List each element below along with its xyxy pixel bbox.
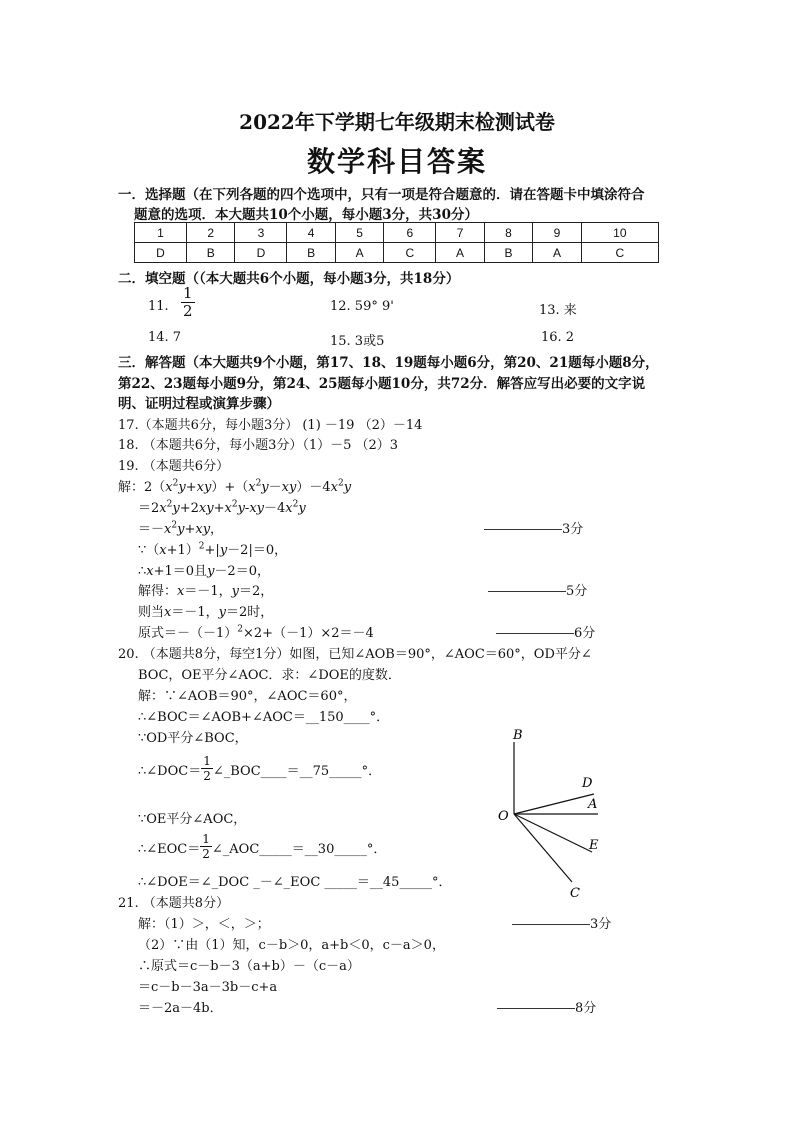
table-cell: D xyxy=(235,243,287,263)
label-d: D xyxy=(582,776,593,791)
half-denominator: 2 xyxy=(202,847,210,861)
label-o: O xyxy=(498,809,509,824)
q11-fraction xyxy=(181,286,195,319)
q20-heading-line1: 20. （本题共8分，每空1分）如图，已知∠AOB＝90°，∠AOC＝60°，OD平分∠ xyxy=(118,647,592,662)
q21-line5: ＝－2a－4b． xyxy=(138,1001,223,1016)
q19-score-3: ――――――3分 xyxy=(484,522,584,537)
label-b: B xyxy=(513,728,523,743)
q11-number: 11. xyxy=(148,299,169,314)
q20-heading-line2: BOC，OE平分∠AOC．求：∠DOE的度数． xyxy=(138,668,401,683)
table-cell: 9 xyxy=(533,223,581,243)
q19-line5: ∴x+1＝0且y－2＝0， xyxy=(138,564,270,579)
q21-line3: ∴原式＝c－b－3（a+b）－（c－a） xyxy=(138,959,360,974)
q19-heading: 19. （本题共6分） xyxy=(118,459,230,474)
table-cell: A xyxy=(533,243,581,263)
ray-oe xyxy=(514,814,592,852)
q12-answer: 12. 59° 9' xyxy=(330,299,394,314)
q21-score-8: ――――――8分 xyxy=(497,1001,597,1016)
label-e: E xyxy=(589,838,599,853)
q16-answer: 16. 2 xyxy=(541,330,575,345)
section3-heading-line1: 三．解答题（本大题共9个小题，第17、18、19题每小题6分，第20、21题每小题8分， xyxy=(118,355,659,371)
q20-line2: ∴∠BOC＝∠AOB+∠AOC＝__150____°． xyxy=(138,710,390,725)
q20-line7: ∴∠DOE＝∠_DOC _－∠_EOC _____＝__45_____°． xyxy=(138,875,452,890)
half-numerator: 1 xyxy=(202,832,210,846)
section2-heading: 二．填空题（（本大题共6个小题，每小题3分，共18分） xyxy=(118,271,460,287)
section1-heading-line2: 题意的选项．本大题共10个小题，每小题3分，共30分） xyxy=(134,207,478,223)
half-numerator: 1 xyxy=(203,754,211,768)
answer-table-number-row xyxy=(135,223,659,243)
q20-line3: ∵OD平分∠BOC， xyxy=(138,731,248,746)
document-title: 2022年下学期七年级期末检测试卷 xyxy=(239,110,555,134)
q19-score-5: ――――――5分 xyxy=(488,584,588,599)
table-cell: 7 xyxy=(436,223,484,243)
angle-figure xyxy=(490,722,620,907)
table-cell: B xyxy=(287,243,335,263)
table-cell: C xyxy=(384,243,436,263)
q19-line3: $=-x^2y+xy$， xyxy=(138,520,224,537)
answer-table xyxy=(134,222,659,263)
q19-line2: $=2x^2y+2xy+x^2y-xy-4x^2y$ xyxy=(138,499,306,516)
q19-score-6: ――――――6分 xyxy=(496,626,596,641)
half-denominator: 2 xyxy=(203,769,211,783)
table-cell: A xyxy=(436,243,484,263)
q19-line1: 解：$2(x^2y+xy)+(x^2y-xy)-4x^2y$ xyxy=(118,478,352,495)
ray-oc xyxy=(514,814,572,882)
q17-answer: 17.（本题共6分，每小题3分） (1) －19 （2）－14 xyxy=(118,418,423,433)
table-cell: 2 xyxy=(186,223,234,243)
table-cell: B xyxy=(186,243,234,263)
q20-line6-suffix: ∠_AOC_____＝__30_____°． xyxy=(211,842,387,857)
section1-heading-line1: 一．选择题（在下列各题的四个选项中，只有一项是符合题意的．请在答题卡中填涂符合 xyxy=(118,187,645,203)
q20-line4-suffix: ∠_BOC____＝__75_____°． xyxy=(212,764,382,779)
q20-line5: ∵OE平分∠AOC， xyxy=(138,812,247,827)
table-cell: 1 xyxy=(135,223,187,243)
q20-line1: 解：∵∠AOB＝90°，∠AOC＝60°， xyxy=(138,689,357,704)
table-cell: A xyxy=(335,243,383,263)
label-c: C xyxy=(570,886,580,901)
q20-line4 xyxy=(138,754,382,783)
q21-heading: 21. （本题共8分） xyxy=(118,896,230,911)
table-cell: D xyxy=(135,243,187,263)
q20-line4-prefix: ∴∠DOC＝ xyxy=(138,764,202,779)
table-cell: 4 xyxy=(287,223,335,243)
q20-line6-prefix: ∴∠EOC＝ xyxy=(138,842,201,857)
section3-heading-line3: 明、证明过程或演算步骤） xyxy=(118,396,280,412)
document-subtitle: 数学科目答案 xyxy=(306,145,487,178)
table-cell: B xyxy=(484,243,532,263)
section3-heading-line2: 第22、23题每小题9分，第24、25题每小题10分，共72分．解答应写出必要的文字说 xyxy=(118,376,646,392)
table-cell: 6 xyxy=(384,223,436,243)
q19-line7: 则当x＝－1，y＝2时， xyxy=(138,605,274,620)
ray-od xyxy=(514,794,594,814)
q21-line4: ＝c－b－3a－3b－c+a xyxy=(138,980,278,995)
q19-line8: 原式$=-(-1)^2\times 2+(-1)\times 2=-4$ xyxy=(138,624,374,641)
q13-answer: 13. 来 xyxy=(539,303,577,318)
q11-denominator: 2 xyxy=(183,302,193,320)
q19-line4: $\because(x+1)^2+|y-2|=0$， xyxy=(138,541,288,558)
table-cell: 10 xyxy=(581,223,658,243)
q21-score-3: ――――――3分 xyxy=(512,917,612,932)
q15-answer: 15. 3或5 xyxy=(330,334,385,349)
table-cell: 5 xyxy=(335,223,383,243)
label-a: A xyxy=(588,797,598,812)
q19-line6: 解得：x＝－1，y＝2， xyxy=(138,584,274,599)
q21-line2: （2）∵由（1）知，c－b＞0，a+b＜0，c－a＞0， xyxy=(138,938,445,953)
table-cell: C xyxy=(581,243,658,263)
q11-numerator: 1 xyxy=(183,284,193,302)
table-cell: 8 xyxy=(484,223,532,243)
q18-answer: 18. （本题共6分，每小题3分）（1）－5 （2）3 xyxy=(118,438,399,453)
table-cell: 3 xyxy=(235,223,287,243)
q14-answer: 14. 7 xyxy=(148,330,182,345)
q20-line6 xyxy=(138,832,387,861)
answer-table-answer-row xyxy=(135,243,659,263)
q21-line1: 解：（1）＞，＜，＞； xyxy=(138,917,270,932)
